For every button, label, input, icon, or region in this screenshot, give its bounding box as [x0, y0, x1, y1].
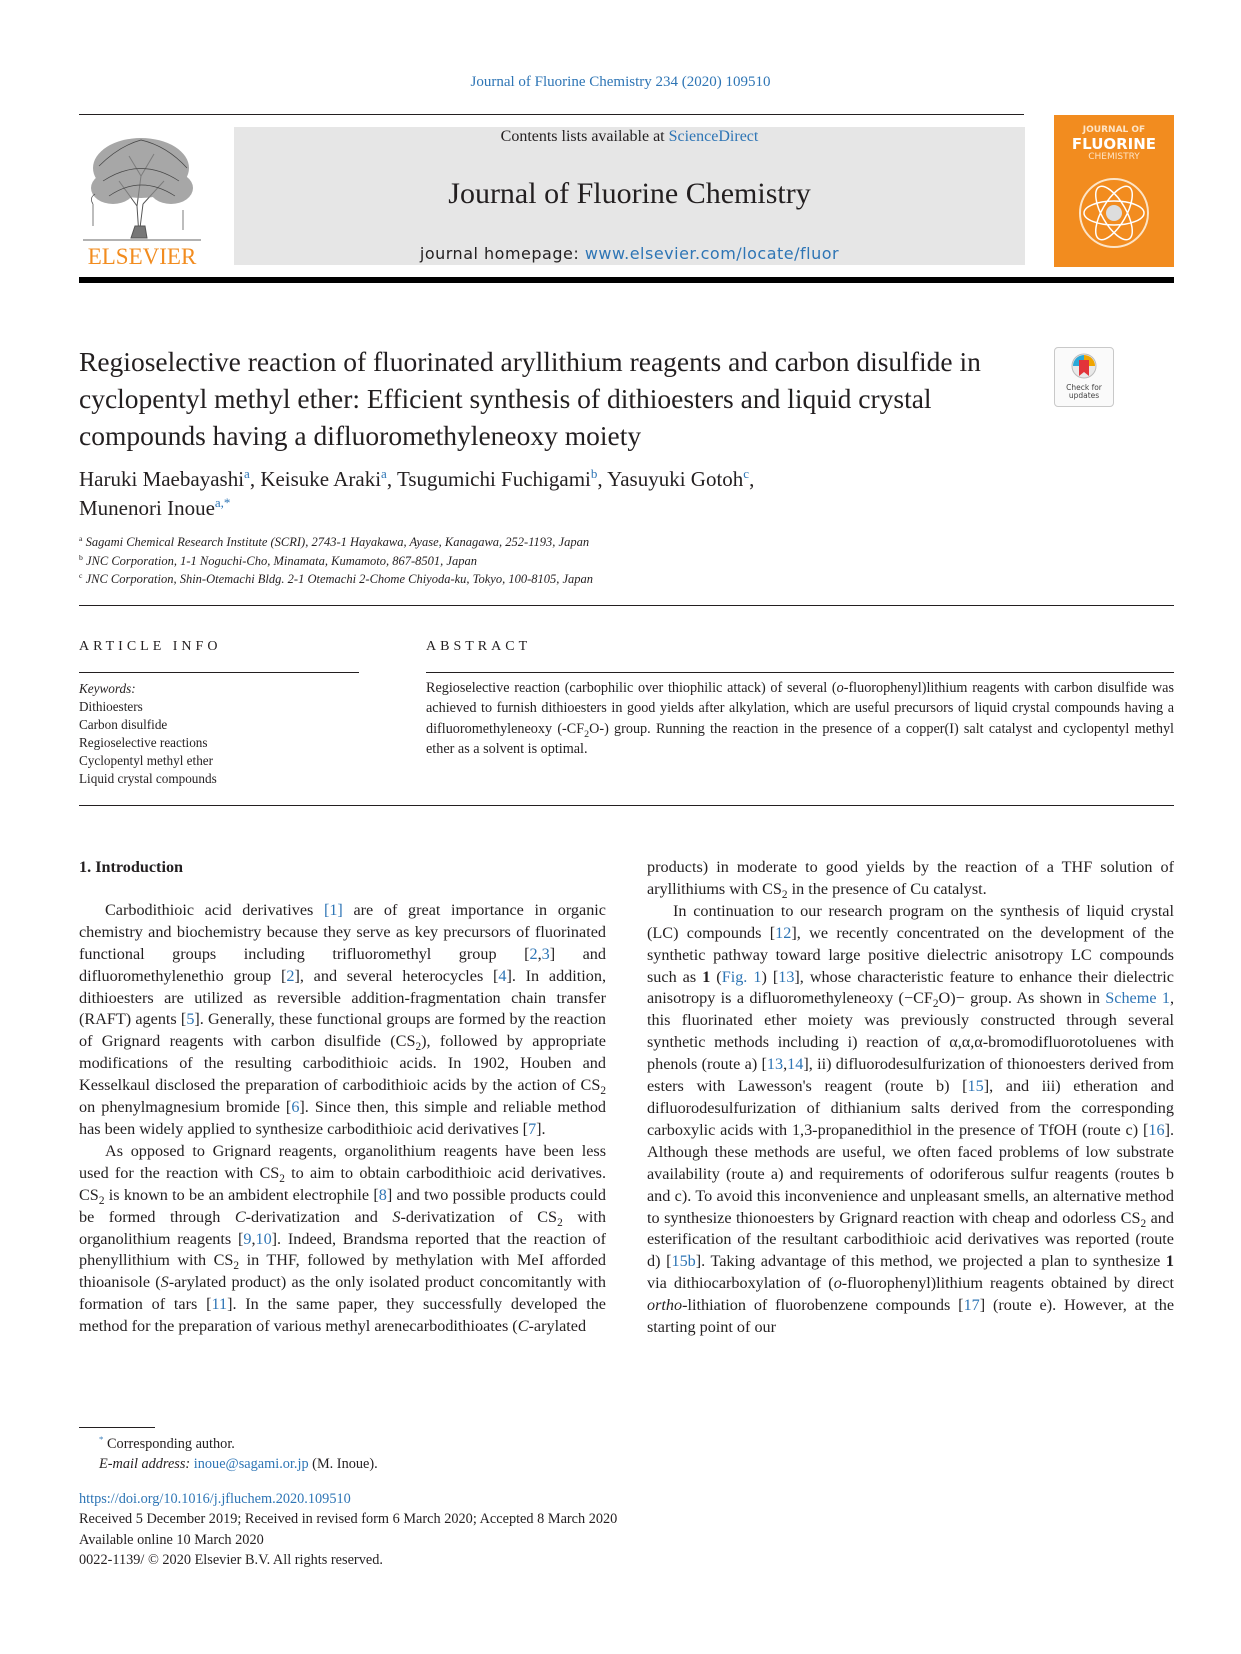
reference-link[interactable]: 8	[378, 1185, 387, 1204]
reference-link[interactable]: 15	[967, 1077, 984, 1096]
affiliation-text: JNC Corporation, Shin-Otemachi Bldg. 2-1 Otemachi 2-Chome Chiyoda-ku, Tokyo, 100-8105, Japan	[85, 572, 594, 586]
author-affiliation-link[interactable]: a	[381, 466, 387, 481]
article-meta	[79, 1489, 879, 1570]
check-for-updates-button[interactable]	[1054, 347, 1114, 407]
reference-link[interactable]: 15b	[671, 1252, 696, 1271]
cover-line-1: JOURNAL OF	[1082, 125, 1146, 135]
reference-link[interactable]: 13	[778, 967, 795, 986]
keyword-item: Liquid crystal compounds	[79, 771, 217, 786]
reference-link[interactable]: 6	[291, 1098, 300, 1117]
keywords-label: Keywords:	[79, 681, 136, 696]
author-name[interactable]: Munenori Inoue	[79, 496, 215, 520]
abstract-text: Regioselective reaction (carbophilic over thiophilic attack) of several (o-fluorophenyl)lithium reagents with carbon disulfide was achieved to furnish dithioesters in good yields after alkylation, which are useful precursors of liquid crystal compounds having a difluoromethyleneoxy $(-CF_2O-)$ group. Running the reaction in the presence of a copper(I) salt catalyst and cyclopentyl methyl ether as a solvent is optimal.	[426, 680, 1174, 757]
body-column-left	[79, 857, 606, 1338]
keyword-item: Dithioesters	[79, 699, 143, 714]
reference-link[interactable]: 11	[211, 1295, 228, 1314]
affiliation-text: JNC Corporation, 1-1 Noguchi-Cho, Minamata, Kumamoto, 867-8501, Japan	[86, 553, 477, 568]
reference-link[interactable]: 4	[498, 966, 507, 985]
reference-link[interactable]: 12	[775, 923, 792, 942]
elsevier-wordmark: ELSEVIER	[87, 244, 197, 268]
affiliation-item	[79, 552, 879, 571]
paragraph: In continuation to our research program on the synthesis of liquid crystal (LC) compounds [12], we recently concentrated on the development of the synthetic pathway toward large positive dielectric anisotropy LC compounds such as 1 (Fig. 1) [13], whose characteristic feature to enhance their dielectric anisotropy is a difluoromethyleneoxy $(-CF_2O)-$ group. As shown in Scheme 1, this fluorinated ether moiety was previously constructed through several synthetic methods including i) reaction of α,α,α-bromodifluorotoluenes with phenols (route a) [13,14], ii) difluorodesulfurization of thionoesters derived from esters with Lawesson's reagent (route b) [15], and iii) etheration and difluorodesulfurization of dithianium salts derived from the corresponding carboxylic acids with 1,3-propanedithiol in the presence of TfOH (route c) [16]. Although these methods are useful, we often faced problems of low substrate availability (route a) and requirements of odoriferous sulfur reagents (routes b and c). To avoid this inconvenience and unpleasant smells, an alternative method to synthesize thionoesters by Grignard reaction with cheap and odorless $CS_2$ and esterification of the resultant carbodithioic acid derivatives was reported (route d) [15b]. Taking advantage of this method, we projected a plan to synthesize 1 via dithiocarboxylation of (o-fluorophenyl)lithium reagents obtained by direct ortho-lithiation of fluorobenzene compounds [17] (route e). However, at the starting point of our	[647, 901, 1175, 1337]
article-title: Regioselective reaction of fluorinated aryllithium reagents and carbon disulfide in cyclopentyl methyl ether: Efficient synthesis of dithioesters and liquid crystal compounds having a difluoromethyleneoxy moiety	[79, 346, 981, 451]
footnote-rule	[79, 1427, 155, 1428]
author-name[interactable]: Haruki Maebayashi	[79, 467, 245, 491]
affiliation-label: b	[79, 552, 83, 562]
divider	[426, 672, 1174, 673]
author-affiliation-link[interactable]: b	[590, 466, 598, 481]
affiliation-label: a	[79, 533, 83, 543]
paragraph: As opposed to Grignard reagents, organolithium reagents have been less used for the reaction with $CS_2$ to aim to obtain carbodithioic acid derivatives. $CS_2$ is known to be an ambident electrophile [8] and two possible products could be formed through C-derivatization and S-derivatization of $CS_2$ with organolithium reagents [9,10]. Indeed, Brandsma reported that the reaction of phenyllithium with $CS_2$ in THF, followed by methylation with MeI afforded thioanisole (S-arylated product) as the only isolated product concomitantly with formation of tars [11]. In the same paper, they successfully developed the method for the preparation of various methyl arenecarbodithioates (C-arylated	[79, 1141, 607, 1336]
elsevier-tree-icon	[79, 126, 205, 268]
reference-link[interactable]: 16	[1148, 1120, 1165, 1139]
corresponding-note: * Corresponding author.	[99, 1434, 235, 1452]
reference-link[interactable]: 7	[528, 1119, 537, 1138]
copyright: 0022-1139/ © 2020 Elsevier B.V. All rights reserved.	[79, 1551, 383, 1568]
email-link[interactable]: inoue@sagami.or.jp	[193, 1456, 309, 1472]
article-info-heading: ARTICLE INFO	[79, 639, 222, 654]
keyword-item: Regioselective reactions	[79, 735, 208, 750]
corresponding-star-link[interactable]: *	[223, 495, 231, 510]
author-name[interactable]: Yasuyuki Gotoh	[607, 467, 744, 491]
header-thick-rule	[79, 277, 1174, 283]
reference-link[interactable]: [1]	[323, 900, 343, 919]
journal-cover[interactable]	[1054, 115, 1174, 267]
keyword-item: Carbon disulfide	[79, 717, 168, 732]
reference-link[interactable]: 13	[766, 1055, 784, 1074]
reference-link[interactable]: 2	[529, 944, 538, 963]
received-dates: Received 5 December 2019; Received in revised form 6 March 2020; Accepted 8 March 2020	[79, 1511, 618, 1528]
email-note: E-mail address: inoue@sagami.or.jp (M. Inoue).	[99, 1456, 378, 1472]
affiliation-label: c	[79, 570, 83, 580]
reference-link[interactable]: 3	[541, 944, 550, 963]
cover-line-2: FLUORINE	[1071, 135, 1157, 153]
footnote-star[interactable]: *	[99, 1434, 104, 1445]
elsevier-logo[interactable]	[79, 126, 205, 268]
body-column-right	[647, 857, 1174, 1339]
divider	[79, 805, 1174, 806]
journal-name: Journal of Fluorine Chemistry	[448, 177, 811, 210]
homepage-line	[234, 244, 1025, 263]
homepage-link[interactable]: www.elsevier.com/locate/fluor	[584, 244, 840, 263]
reference-link[interactable]: 17	[963, 1296, 980, 1315]
scheme-link[interactable]: Scheme 1	[1105, 989, 1170, 1008]
author-affiliation-link[interactable]: a	[244, 466, 250, 481]
abstract-heading: ABSTRACT	[426, 639, 532, 654]
sciencedirect-link[interactable]: ScienceDirect	[668, 128, 759, 145]
section-heading: 1. Introduction	[79, 858, 184, 876]
divider	[79, 672, 359, 673]
journal-citation[interactable]: Journal of Fluorine Chemistry 234 (2020) 109510	[470, 74, 771, 90]
keywords-block	[79, 680, 359, 788]
homepage-prefix: journal homepage:	[419, 244, 585, 263]
reference-link[interactable]: 9	[243, 1229, 252, 1248]
paragraph: products) in moderate to good yields by the reaction of a THF solution of aryllithiums with $CS_2$ in the presence of Cu catalyst.	[647, 858, 1174, 902]
figure-link[interactable]: Fig. 1	[721, 967, 762, 986]
contents-line	[234, 127, 1025, 147]
journal-banner	[234, 127, 1025, 265]
author-name[interactable]: Keisuke Araki	[260, 467, 382, 491]
reference-link[interactable]: 10	[255, 1229, 272, 1248]
atom-icon	[1074, 173, 1154, 253]
reference-link[interactable]: 5	[186, 1010, 195, 1029]
author-affiliation-link[interactable]: c	[743, 466, 750, 481]
affiliation-item	[79, 533, 879, 552]
keyword-item: Cyclopentyl methyl ether	[79, 753, 214, 768]
affiliation-text: Sagami Chemical Research Institute (SCRI), 2743-1 Hayakawa, Ayase, Kanagawa, 252-1193, Japan	[85, 535, 590, 549]
paragraph: Carbodithioic acid derivatives [1] are of great importance in organic chemistry and biochemistry because they serve as key precursors of fluorinated functional groups including trifluoromethyl group [2,3] and difluoromethylenethio group [2], and several heterocycles [4]. In addition, dithioesters are utilized as reversible addition-fragmentation chain transfer (RAFT) agents [5]. Generally, these functional groups are formed by the reaction of Grignard reagents with carbon disulfide $(CS_2)$, followed by appropriate modifications of the resulting carbodithioic acids. In 1902, Houben and Kesselkaul disclosed the preparation of carbodithioic acids by the action of $CS_2$ on phenylmagnesium bromide [6]. Since then, this simple and reliable method has been widely applied to synthesize carbodithioic acid derivatives [7].	[79, 900, 607, 1138]
check-updates-icon	[1070, 352, 1098, 382]
author-name[interactable]: Tsugumichi Fuchigami	[396, 467, 591, 491]
affiliations	[79, 533, 879, 589]
author-affiliation-link[interactable]: a,	[214, 495, 224, 510]
reference-link[interactable]: 14	[787, 1055, 804, 1074]
available-online: Available online 10 March 2020	[79, 1531, 264, 1548]
reference-link[interactable]: 2	[286, 966, 295, 985]
doi-link[interactable]: https://doi.org/10.1016/j.jfluchem.2020.109510	[79, 1491, 351, 1507]
header-rule	[79, 114, 1024, 115]
author-list: Haruki Maebayashi$^a$, Keisuke Araki$^a$, Tsugumichi Fuchigami$^b$, Yasuyuki Gotoh$^c$, Munenori Inoue$^{a,*}$	[79, 466, 755, 520]
contents-prefix: Contents lists available at	[500, 128, 669, 145]
affiliation-item	[79, 570, 879, 589]
check-updates-label: Check for updates	[1066, 383, 1102, 400]
divider	[79, 605, 1174, 606]
footnotes	[79, 1434, 779, 1474]
cover-line-3: CHEMISTRY	[1088, 152, 1140, 162]
